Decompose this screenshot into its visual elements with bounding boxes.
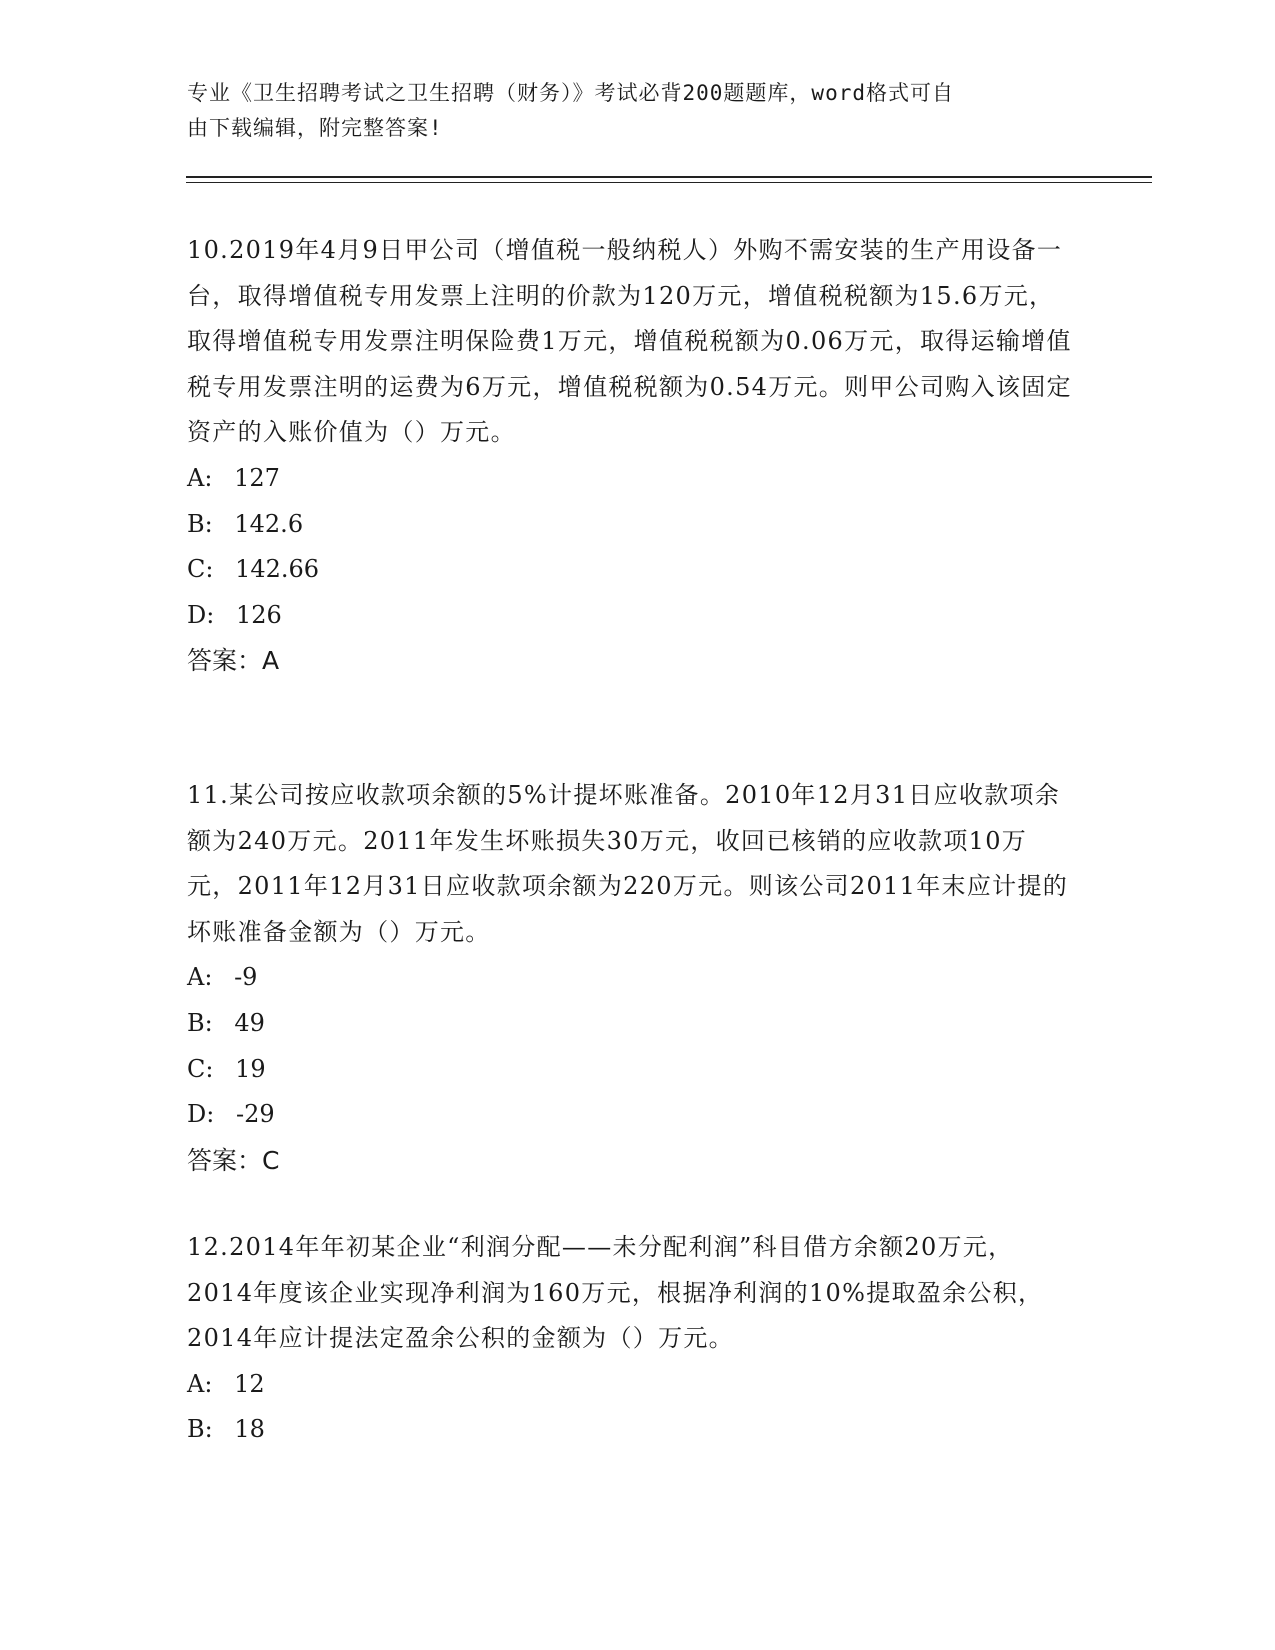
option-letter: A: xyxy=(187,463,213,492)
option-value: 18 xyxy=(234,1415,265,1444)
option-d xyxy=(187,593,1087,639)
question-text: 12.2014年年初某企业“利润分配——未分配利润”科目借方余额20万元，2014年度该企业实现净利润为160万元，根据净利润的10%提取盈余公积，2014年应计提法定盈余公积的金额为（）万元。 xyxy=(187,1233,1044,1353)
answer-line: 答案：C xyxy=(187,1145,280,1175)
question-text: 10.2019年4月9日甲公司（增值税一般纳税人）外购不需安装的生产用设备一台，取得增值税专用发票上注明的价款为120万元，增值税税额为15.6万元，取得增值税专用发票注明保险费1万元，增值税税额为0.06万元，取得运输增值税专用发票注明的运费为6万元，增值税税额为0.54万元。则甲公司购入该固定资产的入账价值为（）万元。 xyxy=(187,236,1072,447)
header-line-1: 专业《卫生招聘考试之卫生招聘（财务）》考试必背200题题库，word格式可自 xyxy=(187,81,954,105)
option-value: -29 xyxy=(235,1100,275,1129)
question-text: 11.某公司按应收款项余额的5%计提坏账准备。2010年12月31日应收款项余额为240万元。2011年发生坏账损失30万元，收回已核销的应收款项10万元，2011年12月31日应收款项余额为220万元。则该公司2011年末应计提的坏账准备金额为（）万元。 xyxy=(187,781,1069,946)
option-c xyxy=(187,1047,1087,1093)
header-divider-thick xyxy=(186,176,1152,178)
option-letter: C: xyxy=(187,555,214,584)
option-value: 127 xyxy=(234,463,280,492)
question-11 xyxy=(187,773,1087,1183)
header-line-2: 由下载编辑，附完整答案! xyxy=(187,116,443,140)
option-letter: C: xyxy=(187,1054,214,1083)
option-a xyxy=(187,955,1087,1001)
question-10 xyxy=(187,228,1087,684)
option-value: 49 xyxy=(234,1008,265,1037)
option-letter: A: xyxy=(187,1369,213,1398)
option-value: 142.6 xyxy=(234,509,304,538)
option-b xyxy=(187,502,1087,548)
header-divider-thin xyxy=(186,182,1152,183)
option-letter: B: xyxy=(187,509,213,538)
option-value: 12 xyxy=(234,1369,265,1398)
answer-line: 答案：A xyxy=(187,646,280,676)
option-b xyxy=(187,1001,1087,1047)
option-value: 142.66 xyxy=(235,555,320,584)
option-d xyxy=(187,1092,1087,1138)
option-letter: D: xyxy=(187,600,215,629)
option-b xyxy=(187,1407,1087,1453)
option-letter: D: xyxy=(187,1100,215,1129)
option-value: 126 xyxy=(235,600,282,629)
option-value: -9 xyxy=(234,963,258,992)
option-letter: B: xyxy=(187,1415,213,1444)
question-12 xyxy=(187,1225,1087,1453)
option-value: 19 xyxy=(235,1054,266,1083)
option-c xyxy=(187,547,1087,593)
option-letter: A: xyxy=(187,963,213,992)
option-a xyxy=(187,456,1087,502)
document-header xyxy=(187,76,1067,146)
option-letter: B: xyxy=(187,1008,213,1037)
option-a xyxy=(187,1362,1087,1408)
